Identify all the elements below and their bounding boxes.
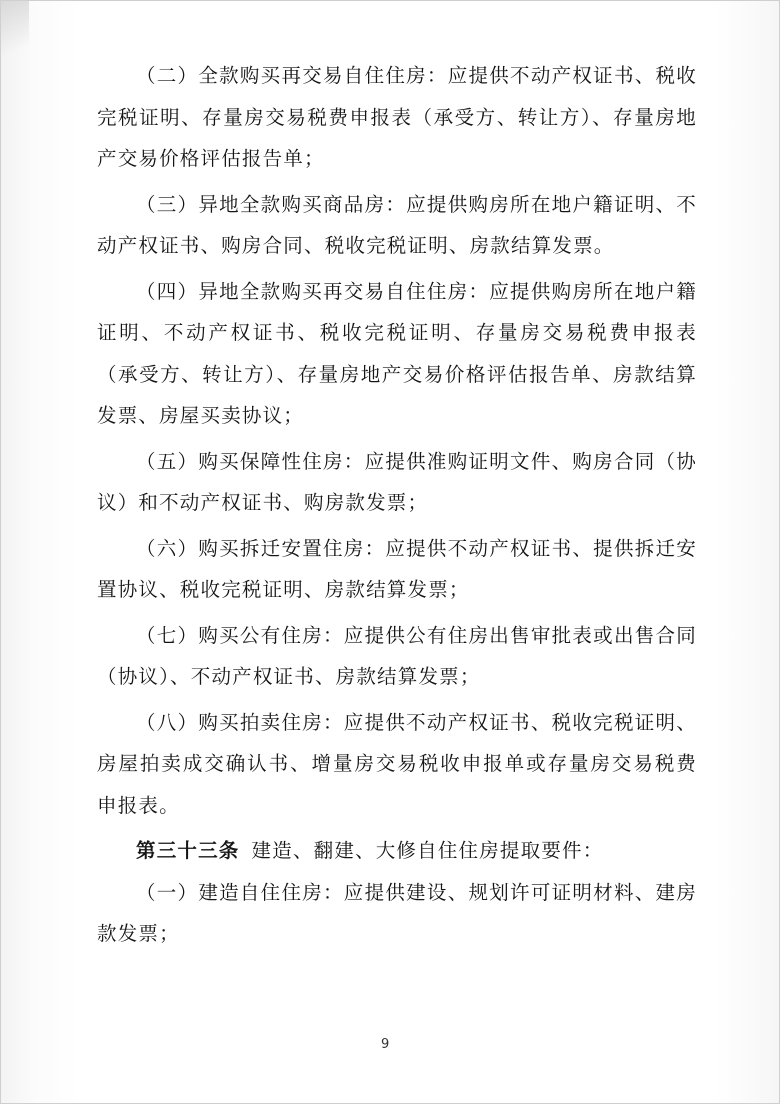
paragraph-6: （六）购买拆迁安置住房：应提供不动产权证书、提供拆迁安置协议、税收完税证明、房款结算发票； (97, 536, 697, 601)
paragraph-3: （三）异地全款购买商品房：应提供购房所在地户籍证明、不动产权证书、购房合同、税收完税证明、房款结算发票。 (97, 192, 697, 257)
page-number: 9 (381, 1037, 390, 1052)
article-title: 建造、翻建、大修自住住房提取要件： (251, 839, 604, 862)
paragraph-8: （八）购买拍卖住房：应提供不动产权证书、税收完税证明、房屋拍卖成交确认书、增量房交易税收申报单或存量房交易税费申报表。 (97, 710, 697, 817)
article-heading (97, 830, 697, 872)
paragraph-4: （四）异地全款购买再交易自住住房：应提供购房所在地户籍证明、不动产权证书、税收完税证明、存量房交易税费申报表（承受方、转让方）、存量房地产交易价格评估报告单、房款结算发票、房屋买卖协议； (97, 279, 697, 427)
article-item-1: （一）建造自住住房：应提供建设、规划许可证明材料、建房款发票； (97, 880, 697, 945)
article-number: 第三十三条 (136, 839, 240, 862)
paragraph-7: （七）购买公有住房：应提供公有住房出售审批表或出售合同（协议）、不动产权证书、房款结算发票； (97, 623, 697, 688)
document-body (97, 55, 697, 955)
paragraph-2: （二）全款购买再交易自住住房：应提供不动产权证书、税收完税证明、存量房交易税费申报表（承受方、转让方）、存量房地产交易价格评估报告单； (97, 64, 697, 170)
paragraph-5: （五）购买保障性住房：应提供准购证明文件、购房合同（协议）和不动产权证书、购房款发票； (97, 449, 697, 514)
scan-shadow (1, 1, 29, 71)
